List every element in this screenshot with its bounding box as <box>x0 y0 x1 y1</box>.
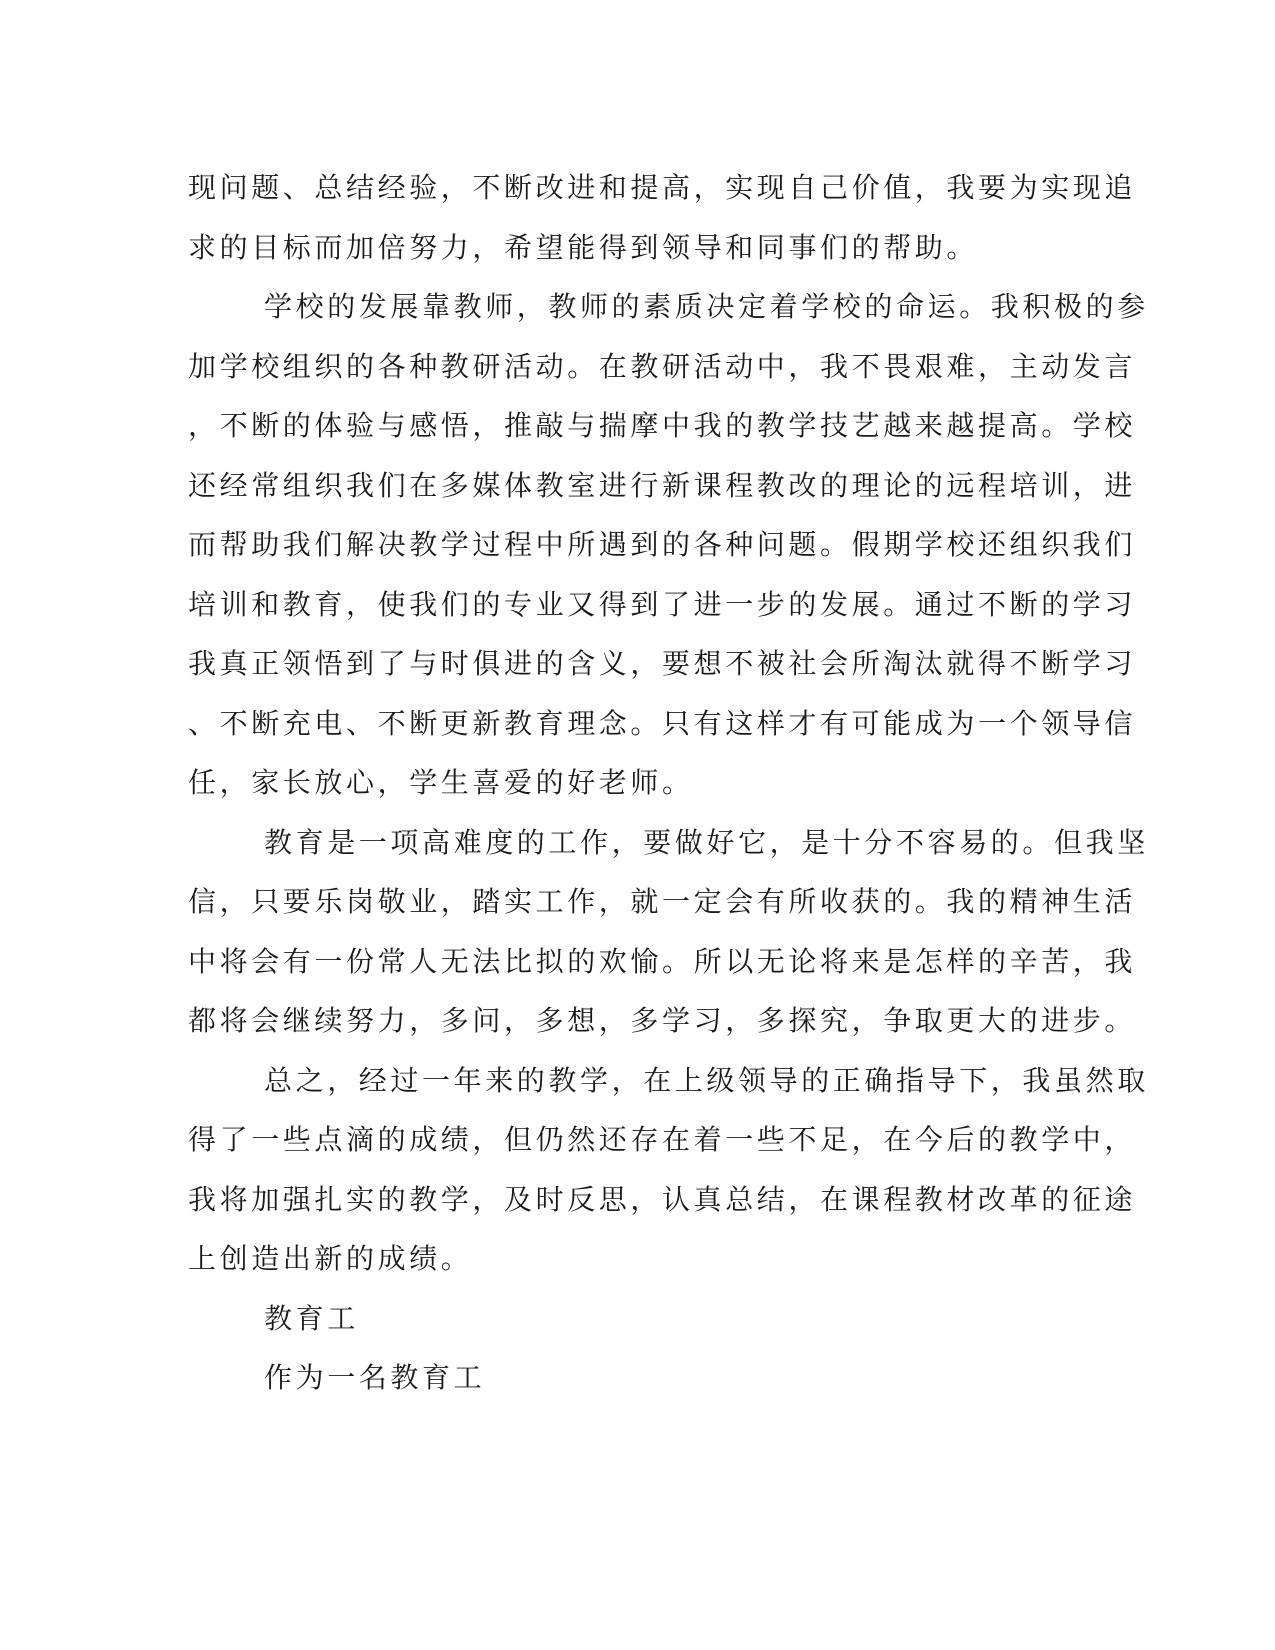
text-line: 而帮助我们解决教学过程中所遇到的各种问题。假期学校还组织我们 <box>188 528 1137 561</box>
text-line: 作为一名教育工 <box>264 1361 486 1394</box>
text-line: 都将会继续努力，多问，多想，多学习，多探究，争取更大的进步。 <box>188 1004 1137 1037</box>
text-line: 现问题、总结经验，不断改进和提高，实现自己价值，我要为实现追 <box>188 171 1137 204</box>
document-body <box>188 158 1149 1408</box>
text-line: 任，家长放心，学生喜爱的好老师。 <box>188 766 694 799</box>
text-line: 教育工 <box>264 1301 359 1335</box>
text-line: 中将会有一份常人无法比拟的欢愉。所以无论将来是怎样的辛苦，我 <box>188 944 1137 978</box>
text-line: 得了一些点滴的成绩，但仍然还存在着一些不足，在今后的教学中， <box>188 1123 1137 1156</box>
text-line: 信，只要乐岗敬业，踏实工作，就一定会有所收获的。我的精神生活 <box>188 885 1137 918</box>
text-line: ，不断的体验与感悟，推敲与揣摩中我的教学技艺越来越提高。学校 <box>188 409 1137 442</box>
text-line: 学校的发展靠教师，教师的素质决定着学校的命运。我积极的参 <box>264 290 1149 323</box>
text-line: 我将加强扎实的教学，及时反思，认真总结，在课程教材改革的征途 <box>188 1182 1137 1216</box>
text-line: 总之，经过一年来的教学，在上级领导的正确指导下，我虽然取 <box>264 1063 1149 1097</box>
text-line: 还经常组织我们在多媒体教室进行新课程教改的理论的远程培训，进 <box>188 468 1137 502</box>
text-line: 我真正领悟到了与时俱进的含义，要想不被社会所淘汰就得不断学习 <box>188 647 1137 680</box>
text-line: 上创造出新的成绩。 <box>188 1242 473 1275</box>
text-line: 加学校组织的各种教研活动。在教研活动中，我不畏艰难，主动发言 <box>188 349 1137 383</box>
text-line: 求的目标而加倍努力，希望能得到领导和同事们的帮助。 <box>188 230 979 264</box>
text-line: 培训和教育，使我们的专业又得到了进一步的发展。通过不断的学习 <box>188 587 1137 621</box>
text-line: 教育是一项高难度的工作，要做好它，是十分不容易的。但我坚 <box>264 825 1149 859</box>
text-line: 、不断充电、不断更新教育理念。只有这样才有可能成为一个领导信 <box>188 706 1137 740</box>
